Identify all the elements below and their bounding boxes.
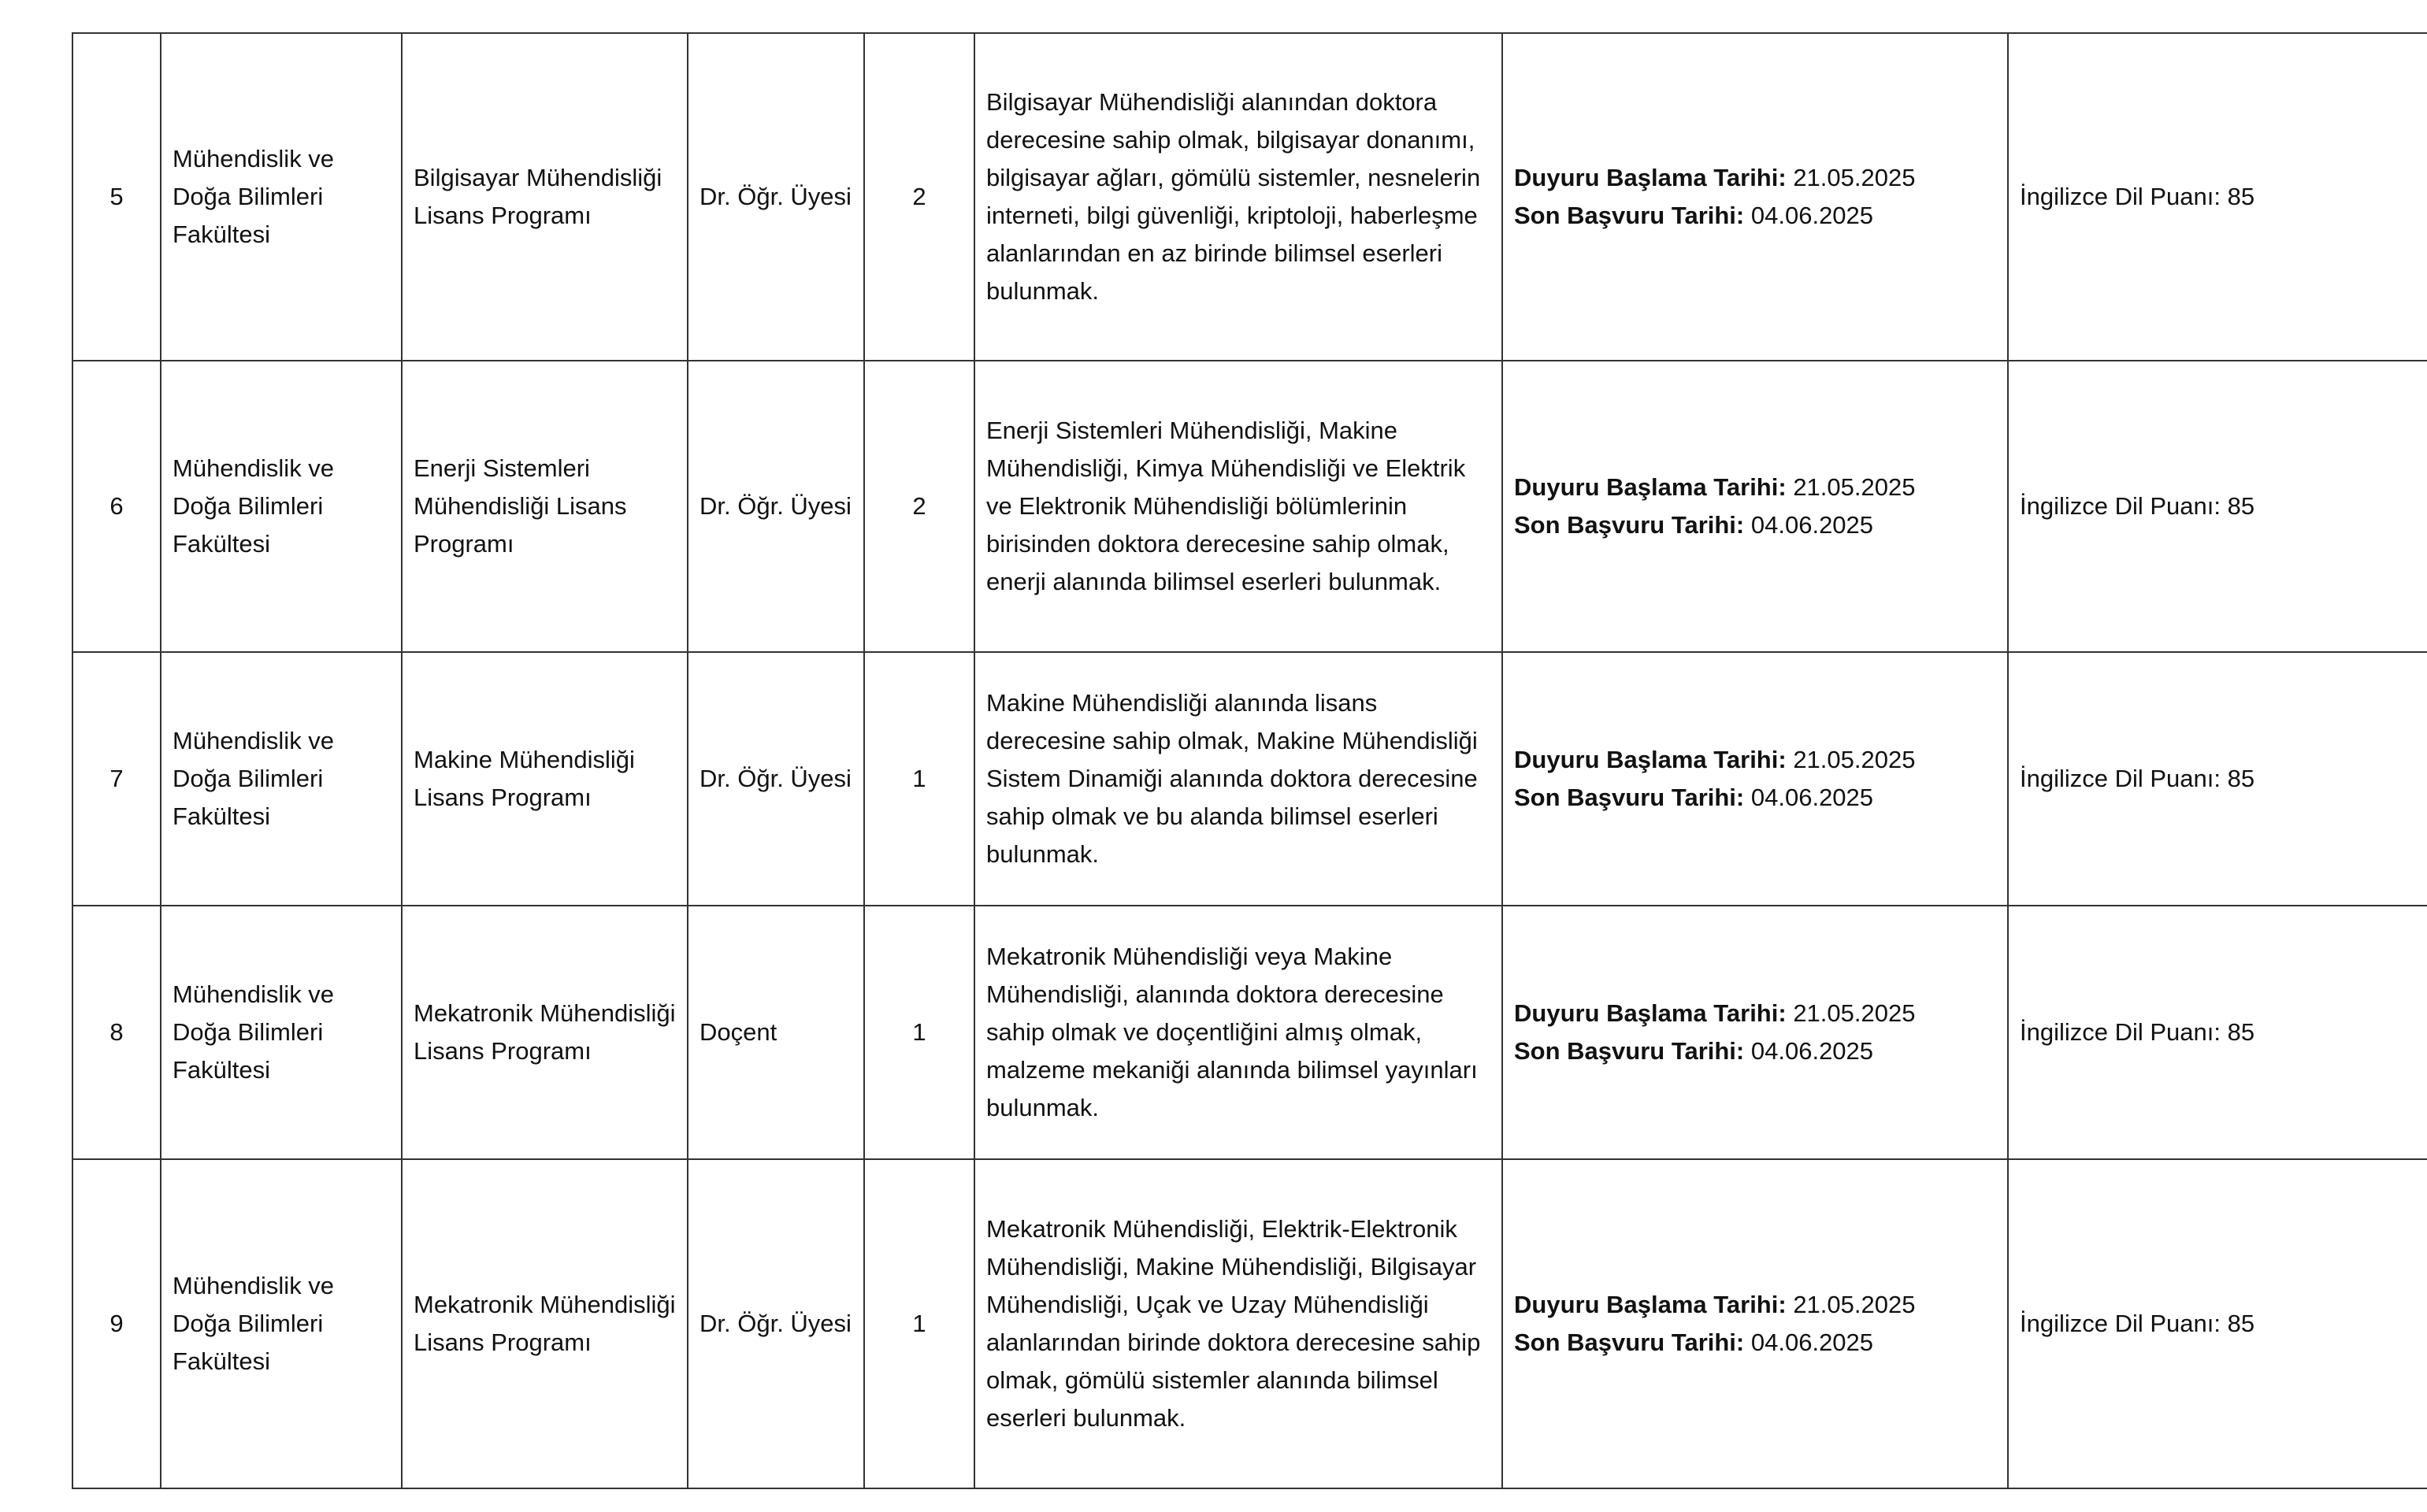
announcement-label: Duyuru Başlama Tarihi:	[1514, 473, 1787, 501]
dates-cell	[1502, 33, 2008, 361]
table-row	[72, 33, 2427, 361]
position-count-cell: 2	[864, 361, 974, 652]
row-number: 8	[72, 906, 161, 1159]
deadline-line	[1514, 506, 1996, 544]
position-count-cell: 1	[864, 1159, 974, 1488]
table-row	[72, 906, 2427, 1159]
announcement-date: 21.05.2025	[1793, 746, 1916, 773]
deadline-line	[1514, 197, 1996, 235]
language-score-cell: İngilizce Dil Puanı: 85	[2008, 906, 2427, 1159]
requirements-cell: Enerji Sistemleri Mühendisliği, Makine Mühendisliği, Kimya Mühendisliği ve Elektrik ve Elektronik Mühendisliği bölümlerinin birisinden doktora derecesine sahip olmak, enerji alanında bilimsel eserleri bulunmak.	[974, 361, 1502, 652]
faculty-cell: Mühendislik ve Doğa Bilimleri Fakültesi	[161, 361, 402, 652]
academic-title-cell: Dr. Öğr. Üyesi	[688, 1159, 864, 1488]
dates-cell	[1502, 361, 2008, 652]
faculty-cell: Mühendislik ve Doğa Bilimleri Fakültesi	[161, 652, 402, 906]
program-cell: Mekatronik Mühendisliği Lisans Programı	[402, 906, 688, 1159]
row-number: 9	[72, 1159, 161, 1488]
announcement-date: 21.05.2025	[1793, 1291, 1916, 1318]
deadline-label: Son Başvuru Tarihi:	[1514, 511, 1745, 539]
academic-title-cell: Dr. Öğr. Üyesi	[688, 652, 864, 906]
deadline-label: Son Başvuru Tarihi:	[1514, 1329, 1745, 1356]
position-count-cell: 2	[864, 33, 974, 361]
announcement-line	[1514, 741, 1996, 779]
deadline-date: 04.06.2025	[1750, 784, 1874, 811]
announcement-date: 21.05.2025	[1793, 999, 1916, 1027]
language-score-cell: İngilizce Dil Puanı: 85	[2008, 1159, 2427, 1488]
announcement-label: Duyuru Başlama Tarihi:	[1514, 999, 1787, 1027]
row-number: 7	[72, 652, 161, 906]
requirements-cell: Mekatronik Mühendisliği, Elektrik-Elektronik Mühendisliği, Makine Mühendisliği, Bilgisayar Mühendisliği, Uçak ve Uzay Mühendisliği alanlarından birinde doktora derecesine sahip olmak, gömülü sistemler alanında bilimsel eserleri bulunmak.	[974, 1159, 1502, 1488]
dates-cell	[1502, 652, 2008, 906]
deadline-line	[1514, 1032, 1996, 1070]
deadline-date: 04.06.2025	[1750, 1329, 1874, 1356]
requirements-cell: Makine Mühendisliği alanında lisans derecesine sahip olmak, Makine Mühendisliği Sistem Dinamiği alanında doktora derecesine sahip olmak ve bu alanda bilimsel eserleri bulunmak.	[974, 652, 1502, 906]
deadline-label: Son Başvuru Tarihi:	[1514, 784, 1745, 811]
announcement-label: Duyuru Başlama Tarihi:	[1514, 164, 1787, 191]
table-row	[72, 1159, 2427, 1488]
program-cell: Makine Mühendisliği Lisans Programı	[402, 652, 688, 906]
row-number: 6	[72, 361, 161, 652]
dates-cell	[1502, 1159, 2008, 1488]
deadline-date: 04.06.2025	[1750, 511, 1874, 539]
language-score-cell: İngilizce Dil Puanı: 85	[2008, 33, 2427, 361]
announcement-date: 21.05.2025	[1793, 473, 1916, 501]
program-cell: Bilgisayar Mühendisliği Lisans Programı	[402, 33, 688, 361]
dates-cell	[1502, 906, 2008, 1159]
position-count-cell: 1	[864, 906, 974, 1159]
program-cell: Enerji Sistemleri Mühendisliği Lisans Programı	[402, 361, 688, 652]
requirements-cell: Mekatronik Mühendisliği veya Makine Mühendisliği, alanında doktora derecesine sahip olmak ve doçentliğini almış olmak, malzeme mekaniği alanında bilimsel yayınları bulunmak.	[974, 906, 1502, 1159]
faculty-cell: Mühendislik ve Doğa Bilimleri Fakültesi	[161, 33, 402, 361]
announcement-line	[1514, 469, 1996, 506]
program-cell: Mekatronik Mühendisliği Lisans Programı	[402, 1159, 688, 1488]
announcement-line	[1514, 1286, 1996, 1324]
faculty-cell: Mühendislik ve Doğa Bilimleri Fakültesi	[161, 906, 402, 1159]
language-score-cell: İngilizce Dil Puanı: 85	[2008, 361, 2427, 652]
position-count-cell: 1	[864, 652, 974, 906]
deadline-date: 04.06.2025	[1750, 202, 1874, 229]
table-row	[72, 652, 2427, 906]
positions-table	[72, 32, 2427, 1489]
announcement-label: Duyuru Başlama Tarihi:	[1514, 1291, 1787, 1318]
deadline-line	[1514, 1324, 1996, 1362]
announcement-date: 21.05.2025	[1793, 164, 1916, 191]
table-row	[72, 361, 2427, 652]
academic-title-cell: Dr. Öğr. Üyesi	[688, 33, 864, 361]
deadline-line	[1514, 779, 1996, 817]
academic-title-cell: Dr. Öğr. Üyesi	[688, 361, 864, 652]
faculty-cell: Mühendislik ve Doğa Bilimleri Fakültesi	[161, 1159, 402, 1488]
row-number: 5	[72, 33, 161, 361]
academic-title-cell: Doçent	[688, 906, 864, 1159]
deadline-date: 04.06.2025	[1750, 1037, 1874, 1065]
announcement-line	[1514, 995, 1996, 1032]
announcement-label: Duyuru Başlama Tarihi:	[1514, 746, 1787, 773]
deadline-label: Son Başvuru Tarihi:	[1514, 1037, 1745, 1065]
requirements-cell: Bilgisayar Mühendisliği alanından doktora derecesine sahip olmak, bilgisayar donanımı, bilgisayar ağları, gömülü sistemler, nesnelerin interneti, bilgi güvenliği, kriptoloji, haberleşme alanlarından en az birinde bilimsel eserleri bulunmak.	[974, 33, 1502, 361]
announcement-line	[1514, 159, 1996, 197]
deadline-label: Son Başvuru Tarihi:	[1514, 202, 1745, 229]
language-score-cell: İngilizce Dil Puanı: 85	[2008, 652, 2427, 906]
